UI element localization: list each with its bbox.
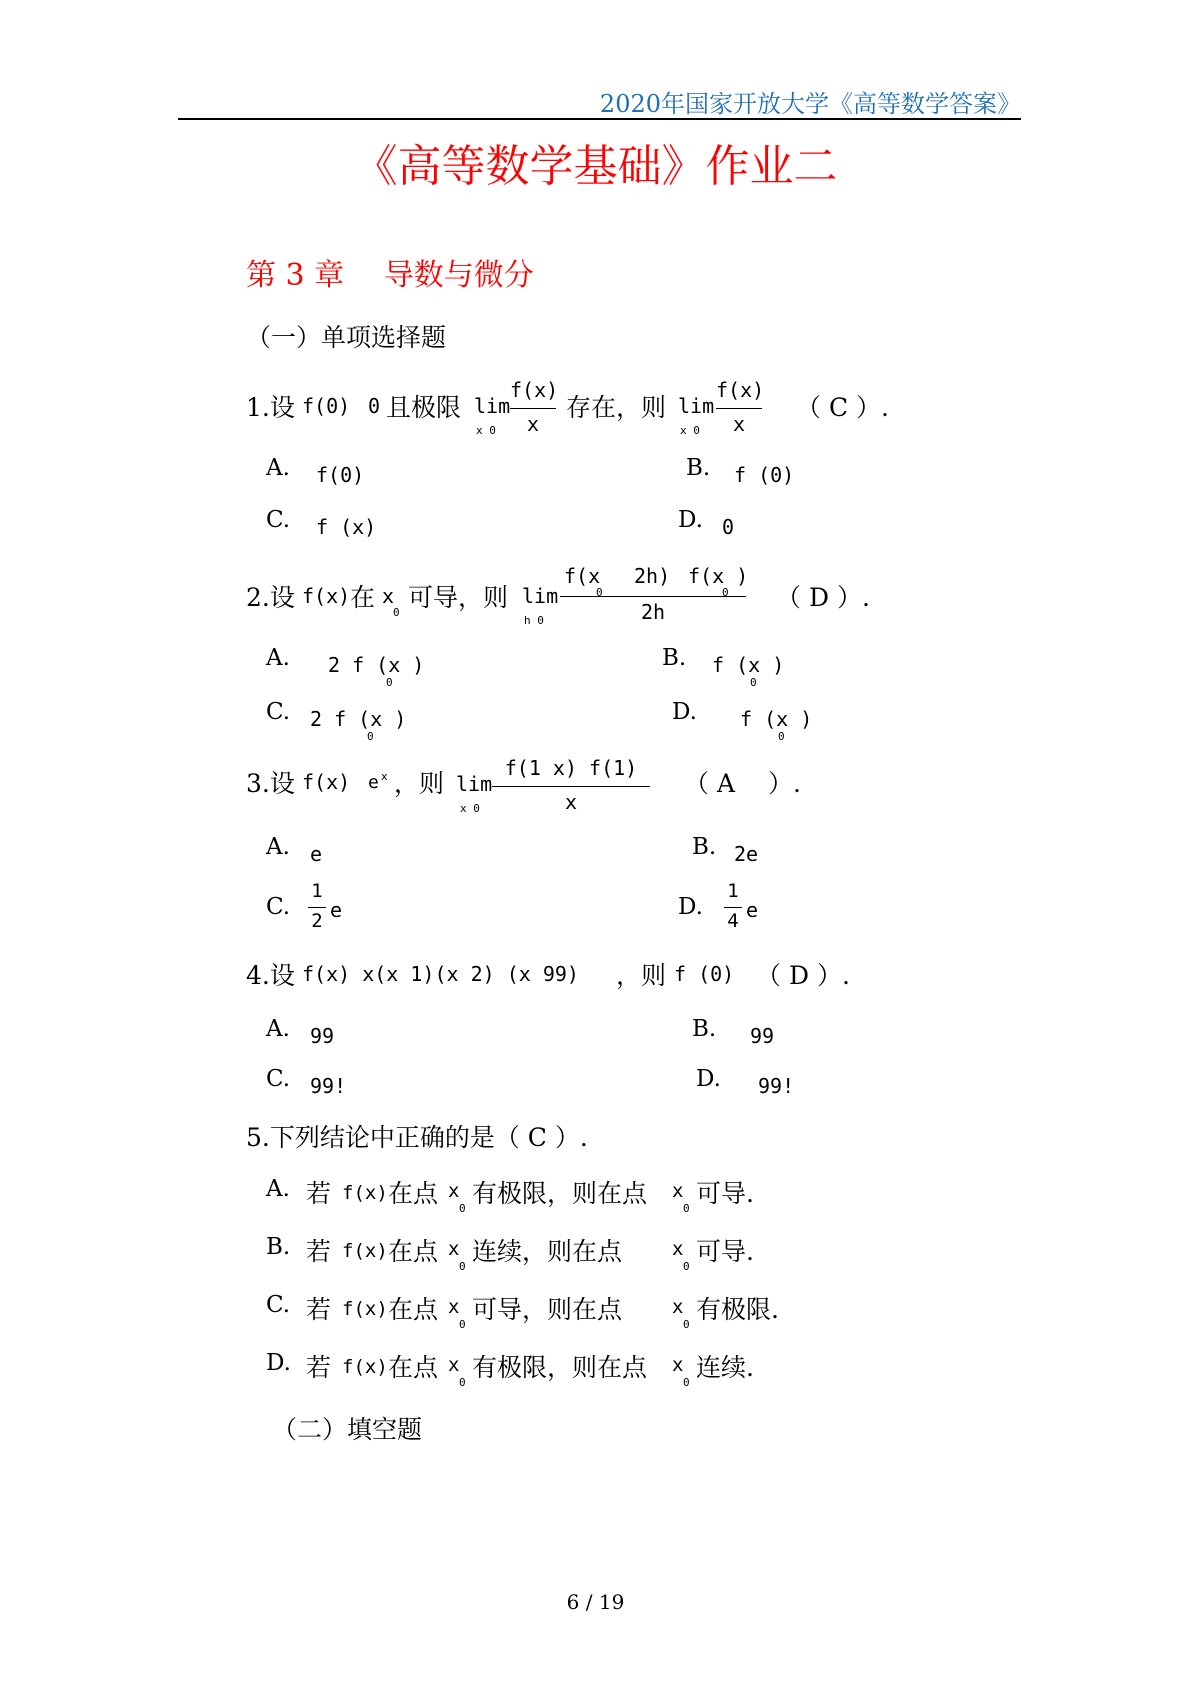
q5-opt-c-x2: x (672, 1296, 684, 1318)
page-title: 《高等数学基础》作业二 (353, 141, 838, 192)
q5-opt-b-fx: f(x) (342, 1240, 388, 1262)
running-header: 2020年国家开放大学《高等数学答案》 (599, 90, 1021, 118)
section-heading-fill: （二）填空题 (272, 1415, 423, 1444)
q2-opt-a-value: 2 f (x ) (328, 653, 425, 677)
q1-f0: f(0) (302, 394, 351, 418)
q5-opt-c-sub1: 0 (459, 1318, 466, 1331)
q5-opt-c-pre: 若 (306, 1295, 332, 1324)
q5-opt-a-fx: f(x) (342, 1182, 388, 1204)
q5-opt-a-end: 可导. (696, 1179, 754, 1208)
q1-frac2-den: x (732, 412, 746, 436)
q3-answer: （ A ）. (684, 769, 801, 798)
q3-e: e (368, 772, 379, 793)
q5-opt-d-mid1: 在点 (388, 1353, 439, 1382)
q2-opt-b-label: B. (662, 645, 687, 671)
q5-opt-b-sub1: 0 (459, 1260, 466, 1273)
q1-frac1-num: f(x) (510, 378, 559, 402)
q5-opt-c-label: C. (266, 1292, 291, 1318)
q2-opt-d-label: D. (672, 699, 697, 725)
q4-expr: f(x) x(x 1)(x 2) (x 99) (302, 962, 579, 986)
q1-lim-1: lim (474, 394, 511, 418)
q1-opt-d-label: D. (678, 507, 703, 533)
q2-num-a: f(x (564, 564, 601, 588)
q1-frac2-bar (716, 408, 762, 409)
q3-fraction (492, 756, 650, 820)
q3-opt-c-bar (308, 907, 326, 908)
q5-opt-b-mid2: 连续，则在点 (472, 1237, 623, 1266)
q2-lead: 2.设 (246, 583, 295, 612)
q1-opt-b-value: f (0) (734, 463, 795, 487)
q3-opt-c-fraction (308, 880, 326, 938)
q3-e-sup: x (381, 770, 388, 783)
q2-opt-c-label: C. (266, 699, 291, 725)
q1-zero: 0 (368, 394, 381, 418)
q1-lim-sub-1: x 0 (476, 424, 496, 437)
q3-opt-c-den: 2 (311, 910, 323, 932)
q5-opt-c-mid2: 可导，则在点 (472, 1295, 623, 1324)
q1-lim-2: lim (678, 394, 715, 418)
header-rule (178, 118, 1021, 120)
q3-opt-a-label: A. (266, 834, 290, 860)
q5-opt-a-pre: 若 (306, 1179, 332, 1208)
q5-opt-c-fx: f(x) (342, 1298, 388, 1320)
q3-lim-sub: x 0 (460, 802, 480, 815)
q3-opt-d-label: D. (678, 894, 703, 920)
q3-opt-d-fraction (724, 880, 742, 938)
q2-num-sub-a: 0 (596, 586, 603, 599)
q2-opt-b-sub: 0 (750, 676, 757, 689)
q5-opt-b-x2: x (672, 1238, 684, 1260)
q1-opt-a-value: f(0) (316, 463, 365, 487)
q4-opt-c-value: 99! (310, 1074, 347, 1098)
q5-opt-a-sub1: 0 (459, 1202, 466, 1215)
q5-opt-b-pre: 若 (306, 1237, 332, 1266)
q5-opt-a-x1: x (448, 1180, 460, 1202)
q5-opt-d-pre: 若 (306, 1353, 332, 1382)
q2-text1: 在 (350, 583, 376, 612)
q4-opt-b-label: B. (692, 1016, 717, 1042)
q2-fraction (560, 564, 749, 628)
q4-lead: 4.设 (246, 961, 295, 990)
q1-frac1-bar (510, 408, 556, 409)
q5-opt-c-sub2: 0 (683, 1318, 690, 1331)
q3-fx: f(x) (302, 770, 351, 794)
q3-lim: lim (456, 772, 493, 796)
q5-opt-a-x2: x (672, 1180, 684, 1202)
q5-opt-b-sub2: 0 (683, 1260, 690, 1273)
q1-text2: 存在，则 (566, 393, 667, 422)
q2-num-c: f(x ) (688, 564, 749, 588)
q4-opt-d-label: D. (696, 1066, 721, 1092)
q3-opt-c-label: C. (266, 894, 291, 920)
page-number: 6 / 19 (566, 1590, 625, 1614)
q1-fraction-2 (716, 378, 765, 438)
q3-opt-d-num: 1 (727, 880, 739, 902)
q2-opt-a-sub: 0 (386, 676, 393, 689)
q5-opt-d-x1: x (448, 1354, 460, 1376)
q5-lead: 5.下列结论中正确的是（ C ）. (246, 1123, 588, 1152)
q2-fx: f(x) (302, 584, 351, 608)
q2-num-sub-c: 0 (722, 586, 729, 599)
q5-opt-a-label: A. (266, 1176, 290, 1202)
q1-lim-sub-2: x 0 (680, 424, 700, 437)
q3-opt-d-bar (724, 907, 742, 908)
q5-opt-d-label: D. (266, 1350, 291, 1376)
q5-opt-b-x1: x (448, 1238, 460, 1260)
q2-lim: lim (522, 584, 559, 608)
q1-text1: 且极限 (386, 393, 462, 422)
q2-opt-d-value: f (x ) (740, 707, 813, 731)
q1-answer: （ C ）. (796, 393, 889, 422)
q2-num-b: 2h) (634, 564, 671, 588)
q3-opt-c-num: 1 (311, 880, 323, 902)
q5-opt-c-mid1: 在点 (388, 1295, 439, 1324)
q3-opt-d-den: 4 (727, 910, 739, 932)
q4-opt-a-label: A. (266, 1016, 290, 1042)
q1-opt-a-label: A. (266, 455, 290, 481)
q4-opt-b-value: 99 (750, 1024, 775, 1048)
q3-opt-b-value: 2e (734, 842, 759, 866)
q4-opt-d-value: 99! (758, 1074, 795, 1098)
q4-answer: （ D ）. (756, 961, 850, 990)
q2-opt-c-value: 2 f (x ) (310, 707, 407, 731)
q2-text2: 可导，则 (408, 583, 509, 612)
q5-opt-c-x1: x (448, 1296, 460, 1318)
q5-opt-b-label: B. (266, 1234, 291, 1260)
q2-x: x (382, 584, 395, 608)
chapter-heading: 第 3 章 导数与微分 (246, 258, 534, 293)
q5-opt-d-end: 连续. (696, 1353, 754, 1382)
q1-opt-d-value: 0 (722, 515, 735, 539)
q5-opt-d-x2: x (672, 1354, 684, 1376)
q3-lead: 3.设 (246, 769, 295, 798)
q2-opt-c-sub: 0 (367, 730, 374, 743)
q1-frac1-den: x (526, 412, 540, 436)
q4-f0: f (0) (674, 962, 735, 986)
q5-opt-b-mid1: 在点 (388, 1237, 439, 1266)
q2-opt-a-label: A. (266, 645, 290, 671)
q1-fraction-1 (510, 378, 559, 438)
q1-lead: 1.设 (246, 393, 295, 422)
q3-frac-bar (492, 786, 650, 787)
q5-opt-d-sub2: 0 (683, 1376, 690, 1389)
q1-opt-c-value: f (x) (316, 515, 377, 539)
q2-x-sub: 0 (393, 606, 400, 619)
q5-opt-a-mid2: 有极限，则在点 (472, 1179, 648, 1208)
q3-opt-c-tail: e (330, 898, 343, 922)
q2-lim-sub: h 0 (524, 614, 544, 627)
q4-text1: ，则 (616, 961, 667, 990)
q3-opt-b-label: B. (692, 834, 717, 860)
q5-opt-d-fx: f(x) (342, 1356, 388, 1378)
q1-frac2-num: f(x) (716, 378, 765, 402)
q5-opt-c-end: 有极限. (696, 1295, 779, 1324)
q5-opt-a-mid1: 在点 (388, 1179, 439, 1208)
q3-frac-den: x (564, 790, 578, 814)
q5-opt-d-sub1: 0 (459, 1376, 466, 1389)
q5-opt-b-end: 可导. (696, 1237, 754, 1266)
q4-opt-a-value: 99 (310, 1024, 335, 1048)
q2-frac-den: 2h (640, 600, 666, 624)
q5-opt-a-sub2: 0 (683, 1202, 690, 1215)
q2-opt-d-sub: 0 (778, 730, 785, 743)
q2-opt-b-value: f (x ) (712, 653, 785, 677)
q3-text1: ，则 (394, 769, 445, 798)
q1-opt-b-label: B. (686, 455, 711, 481)
q2-frac-bar (560, 596, 746, 597)
q3-opt-d-tail: e (746, 898, 759, 922)
q3-opt-a-value: e (310, 842, 323, 866)
q4-opt-c-label: C. (266, 1066, 291, 1092)
q2-answer: （ D ）. (776, 583, 870, 612)
q3-frac-num: f(1 x) f(1) (504, 756, 638, 780)
q5-opt-d-mid2: 有极限，则在点 (472, 1353, 648, 1382)
q1-opt-c-label: C. (266, 507, 291, 533)
section-heading-choice: （一）单项选择题 (246, 323, 447, 352)
